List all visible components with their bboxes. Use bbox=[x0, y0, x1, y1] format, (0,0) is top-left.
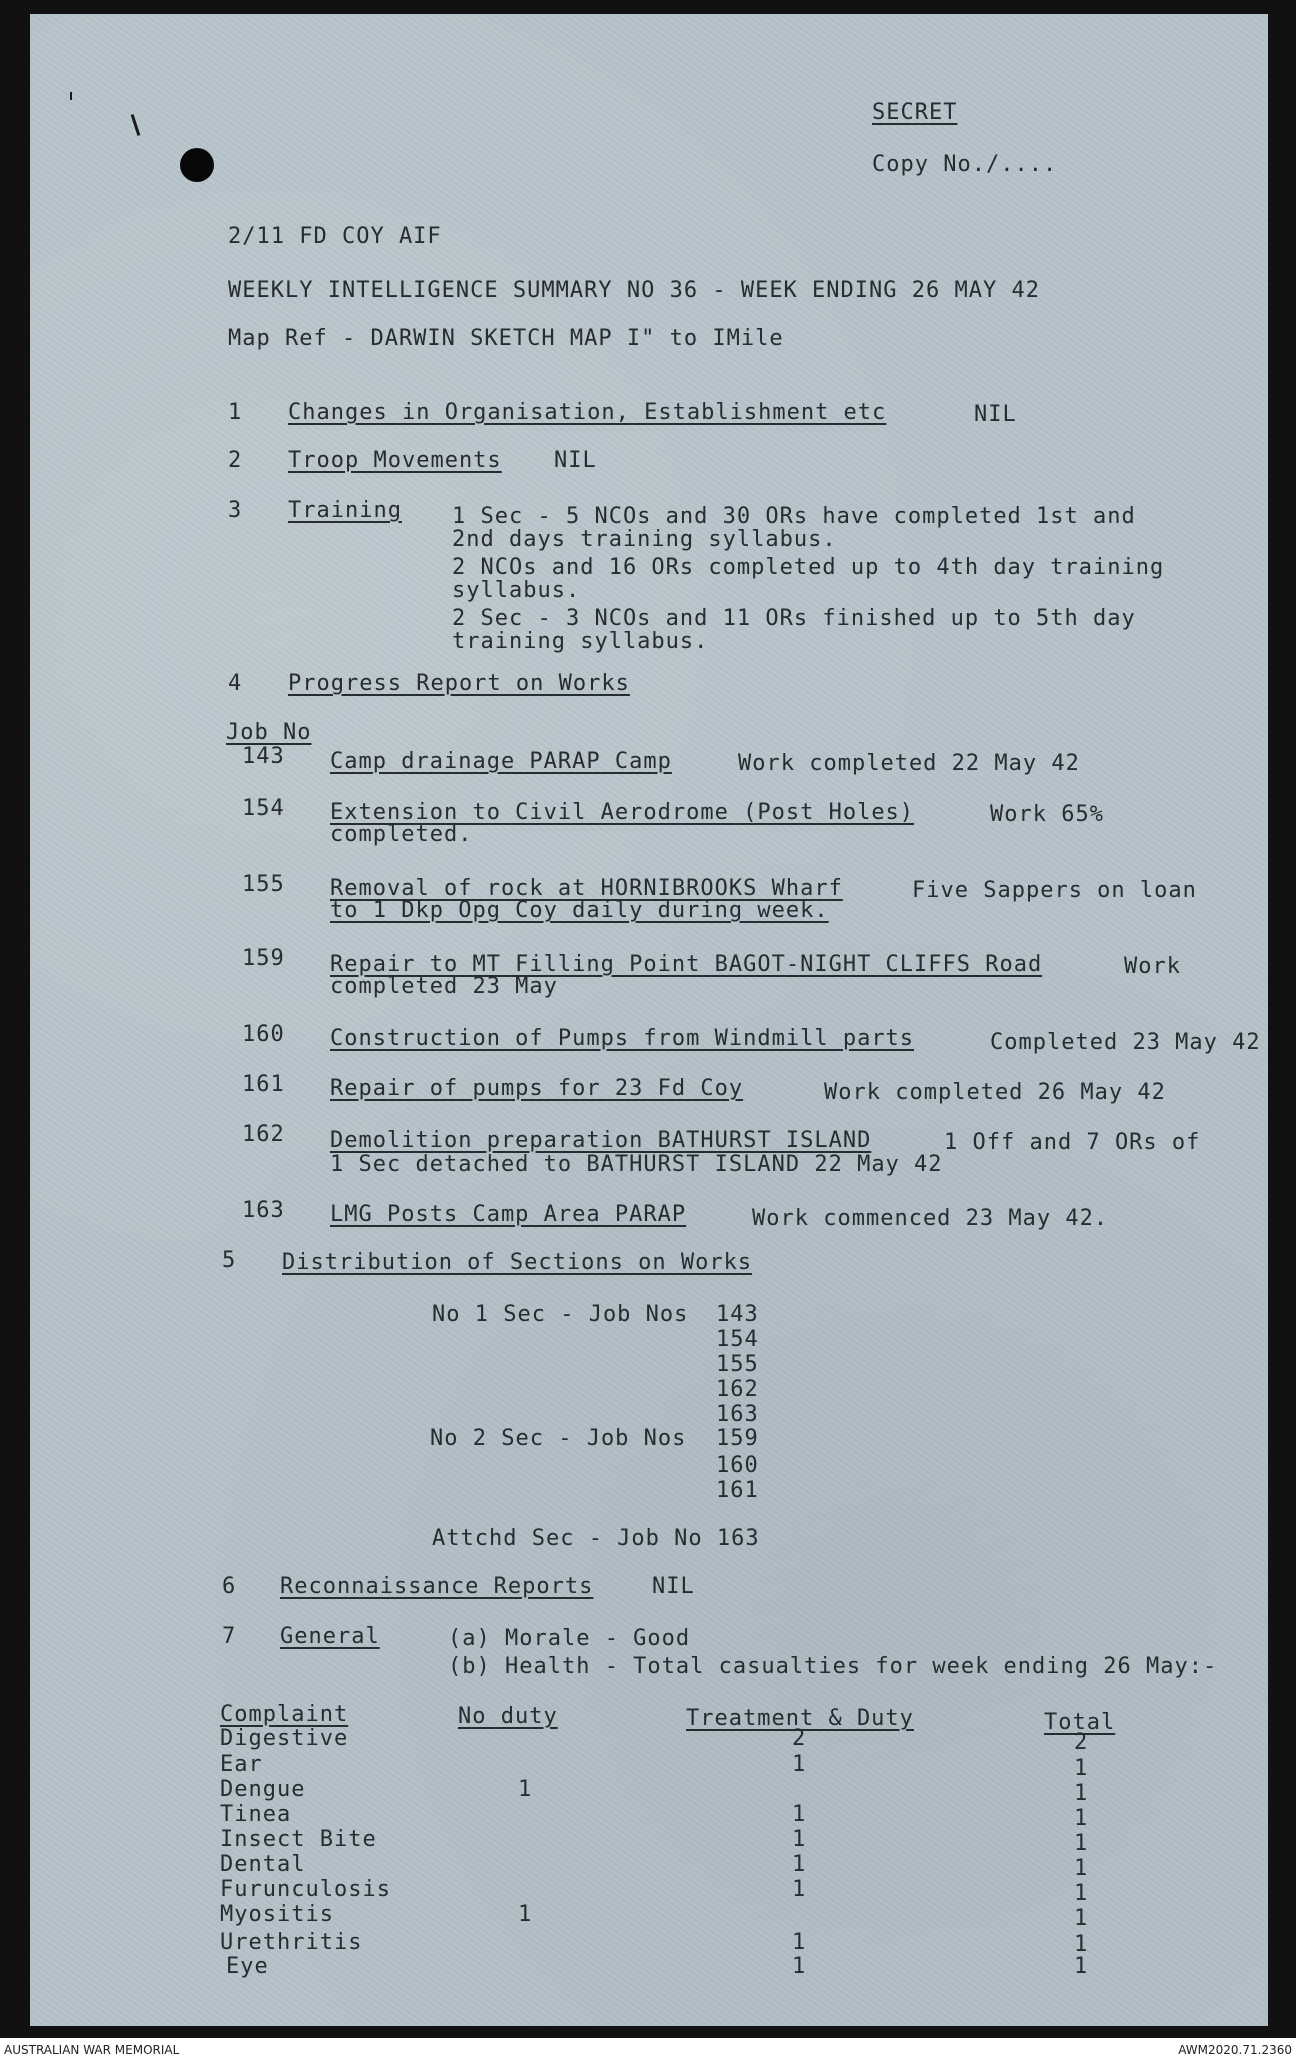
treatment-cell: 1 bbox=[792, 1877, 807, 1902]
section-3-number: 3 bbox=[228, 498, 243, 523]
training-line: 1 Sec - 5 NCOs and 30 ORs have completed 1st and bbox=[452, 504, 1136, 529]
section-6-text: NIL bbox=[652, 1574, 695, 1599]
job-detail: Work completed 22 May 42 bbox=[738, 751, 1080, 776]
morale-line: (a) Morale - Good bbox=[448, 1626, 691, 1651]
table-header-no-duty: No duty bbox=[458, 1704, 558, 1729]
treatment-cell: 1 bbox=[792, 1852, 807, 1877]
total-cell: 1 bbox=[1074, 1831, 1089, 1856]
total-cell: 1 bbox=[1074, 1906, 1089, 1931]
total-cell: 1 bbox=[1074, 1954, 1089, 1979]
total-cell: 1 bbox=[1074, 1856, 1089, 1881]
job-title: Extension to Civil Aerodrome (Post Holes) bbox=[330, 800, 915, 825]
health-line: (b) Health - Total casualties for week ending 26 May:- bbox=[448, 1654, 1218, 1679]
treatment-cell: 1 bbox=[792, 1954, 807, 1979]
treatment-cell: 2 bbox=[792, 1726, 807, 1751]
total-cell: 1 bbox=[1074, 1781, 1089, 1806]
job-title: Repair to MT Filling Point BAGOT-NIGHT CLIFFS Road bbox=[330, 952, 1043, 977]
job-number: 162 bbox=[242, 1122, 285, 1147]
total-cell: 1 bbox=[1074, 1932, 1089, 1957]
ink-mark bbox=[131, 114, 141, 136]
job-detail-continued: completed 23 May bbox=[330, 974, 558, 999]
complaint-cell: Ear bbox=[220, 1752, 263, 1777]
total-cell: 1 bbox=[1074, 1756, 1089, 1781]
job-detail: Work bbox=[1124, 954, 1181, 979]
complaint-cell: Urethritis bbox=[220, 1930, 363, 1955]
sec2-job: 161 bbox=[716, 1478, 759, 1503]
document-title: WEEKLY INTELLIGENCE SUMMARY NO 36 - WEEK ENDING 26 MAY 42 bbox=[228, 278, 1040, 303]
job-title: Repair of pumps for 23 Fd Coy bbox=[330, 1076, 744, 1101]
complaint-cell: Insect Bite bbox=[220, 1827, 377, 1852]
total-cell: 1 bbox=[1074, 1806, 1089, 1831]
no-duty-cell: 1 bbox=[518, 1902, 533, 1927]
job-title: Camp drainage PARAP Camp bbox=[330, 749, 672, 774]
job-detail: Work commenced 23 May 42. bbox=[752, 1206, 1109, 1231]
copy-number: Copy No./.... bbox=[872, 152, 1058, 177]
punch-hole bbox=[180, 148, 214, 182]
footer-reference: AWM2020.71.2360 bbox=[1178, 2043, 1292, 2057]
map-reference: Map Ref - DARWIN SKETCH MAP I" to IMile bbox=[228, 326, 784, 351]
treatment-cell: 1 bbox=[792, 1827, 807, 1852]
total-cell: 1 bbox=[1074, 1881, 1089, 1906]
section-3-heading: Training bbox=[288, 498, 402, 523]
job-number: 163 bbox=[242, 1198, 285, 1223]
job-detail-continued: completed. bbox=[330, 822, 473, 847]
job-title: Construction of Pumps from Windmill parts bbox=[330, 1026, 915, 1051]
complaint-cell: Furunculosis bbox=[220, 1877, 391, 1902]
job-detail: Work completed 26 May 42 bbox=[824, 1080, 1166, 1105]
job-no-label: Job No bbox=[226, 720, 312, 745]
complaint-cell: Digestive bbox=[220, 1726, 349, 1751]
section-7-heading: General bbox=[280, 1624, 380, 1649]
table-header-total: Total bbox=[1044, 1710, 1116, 1735]
treatment-cell: 1 bbox=[792, 1752, 807, 1777]
treatment-cell: 1 bbox=[792, 1930, 807, 1955]
job-detail: Completed 23 May 42 bbox=[990, 1030, 1261, 1055]
job-number: 161 bbox=[242, 1072, 285, 1097]
job-detail: Work 65% bbox=[990, 802, 1104, 827]
table-header-complaint: Complaint bbox=[220, 1702, 349, 1727]
job-title: Demolition preparation BATHURST ISLAND bbox=[330, 1128, 872, 1153]
no-duty-cell: 1 bbox=[518, 1777, 533, 1802]
complaint-cell: Dengue bbox=[220, 1777, 306, 1802]
section-7-number: 7 bbox=[222, 1624, 237, 1649]
job-detail: Five Sappers on loan bbox=[912, 878, 1197, 903]
section-4-number: 4 bbox=[228, 671, 243, 696]
job-number: 154 bbox=[242, 796, 285, 821]
sec1-label: No 1 Sec - Job Nos bbox=[432, 1302, 689, 1327]
job-number: 159 bbox=[242, 946, 285, 971]
ink-mark bbox=[70, 92, 72, 100]
section-1-text: NIL bbox=[974, 402, 1017, 427]
sec2-job: 159 bbox=[716, 1426, 759, 1451]
training-line: training syllabus. bbox=[452, 629, 709, 654]
sec1-job: 154 bbox=[716, 1327, 759, 1352]
job-detail-continued: 1 Sec detached to BATHURST ISLAND 22 May 42 bbox=[330, 1152, 943, 1177]
sec1-job: 155 bbox=[716, 1352, 759, 1377]
sec1-job: 163 bbox=[716, 1402, 759, 1427]
sec2-label: No 2 Sec - Job Nos bbox=[430, 1426, 687, 1451]
training-line: syllabus. bbox=[452, 578, 581, 603]
total-cell: 2 bbox=[1074, 1730, 1089, 1755]
section-6-heading: Reconnaissance Reports bbox=[280, 1574, 594, 1599]
section-2-heading: Troop Movements bbox=[288, 448, 502, 473]
unit-name: 2/11 FD COY AIF bbox=[228, 224, 442, 249]
complaint-cell: Eye bbox=[226, 1954, 269, 1979]
training-line: 2 NCOs and 16 ORs completed up to 4th day training bbox=[452, 555, 1165, 580]
complaint-cell: Dental bbox=[220, 1852, 306, 1877]
footer-source: AUSTRALIAN WAR MEMORIAL bbox=[4, 2043, 180, 2057]
training-line: 2 Sec - 3 NCOs and 11 ORs finished up to 5th day bbox=[452, 606, 1136, 631]
sec2-job: 160 bbox=[716, 1453, 759, 1478]
job-number: 160 bbox=[242, 1022, 285, 1047]
section-5-number: 5 bbox=[222, 1248, 237, 1273]
section-2-text: NIL bbox=[554, 448, 597, 473]
job-detail: 1 Off and 7 ORs of bbox=[944, 1130, 1201, 1155]
section-2-number: 2 bbox=[228, 448, 243, 473]
job-number: 143 bbox=[242, 744, 285, 769]
table-header-treatment: Treatment & Duty bbox=[686, 1706, 914, 1731]
job-detail-continued: to 1 Dkp Opg Coy daily during week. bbox=[330, 898, 829, 923]
section-4-heading: Progress Report on Works bbox=[288, 671, 630, 696]
section-1-heading: Changes in Organisation, Establishment etc bbox=[288, 400, 887, 425]
section-5-heading: Distribution of Sections on Works bbox=[282, 1250, 753, 1275]
job-number: 155 bbox=[242, 872, 285, 897]
job-title: Removal of rock at HORNIBROOKS Wharf bbox=[330, 876, 843, 901]
treatment-cell: 1 bbox=[792, 1802, 807, 1827]
sec1-job: 162 bbox=[716, 1377, 759, 1402]
section-1-number: 1 bbox=[228, 400, 243, 425]
attached-section: Attchd Sec - Job No 163 bbox=[432, 1526, 760, 1551]
sec1-job: 143 bbox=[716, 1302, 759, 1327]
complaint-cell: Myositis bbox=[220, 1902, 334, 1927]
secret-label: SECRET bbox=[872, 100, 958, 125]
job-title: LMG Posts Camp Area PARAP bbox=[330, 1202, 687, 1227]
complaint-cell: Tinea bbox=[220, 1802, 292, 1827]
document-page bbox=[30, 14, 1268, 2026]
training-line: 2nd days training syllabus. bbox=[452, 527, 837, 552]
section-6-number: 6 bbox=[222, 1574, 237, 1599]
